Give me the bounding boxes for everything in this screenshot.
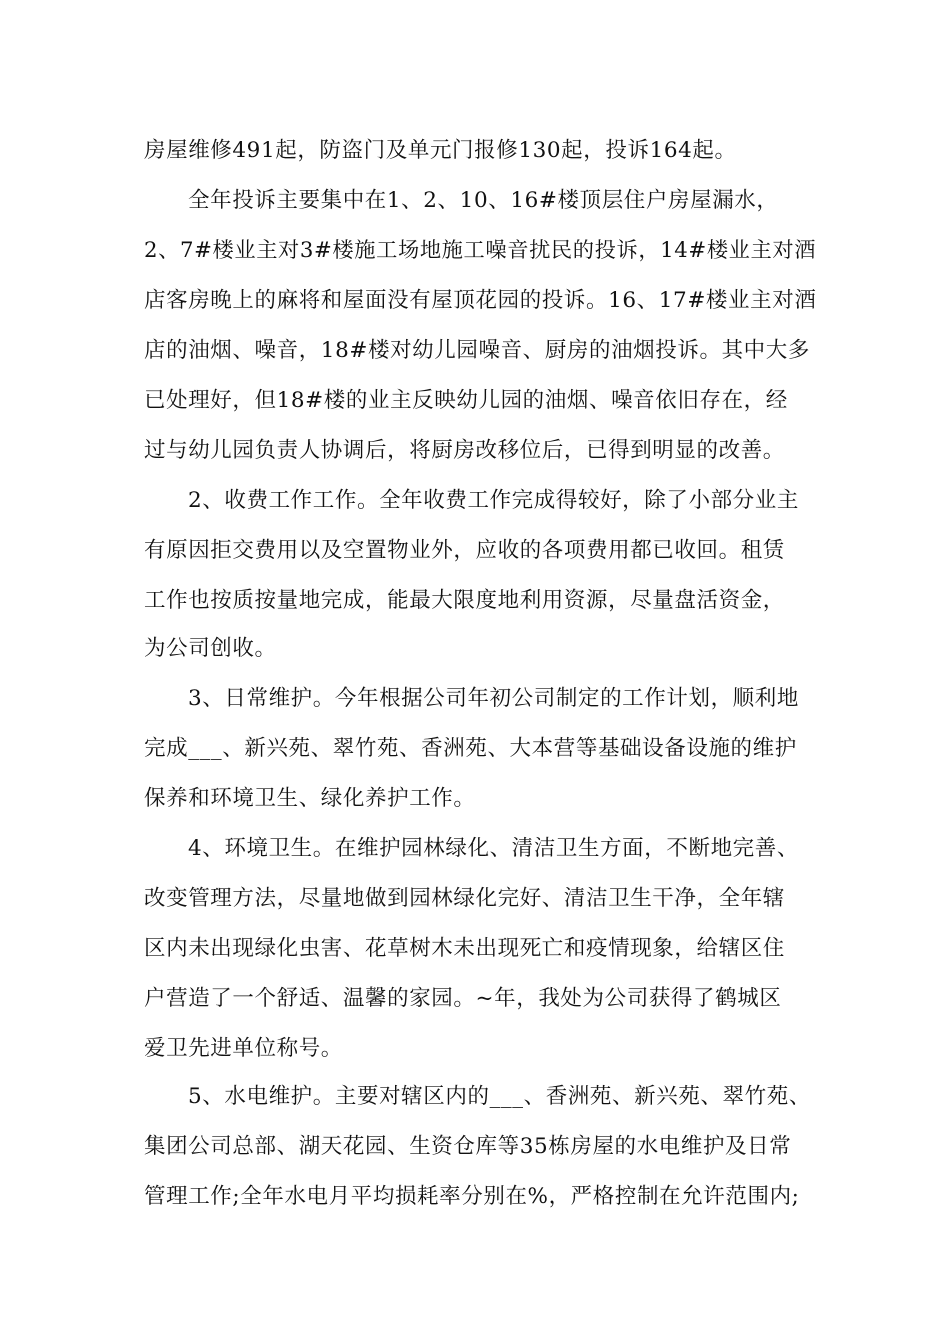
text-line: 保养和环境卫生、绿化养护工作。: [144, 786, 476, 811]
text-line: 管理工作;全年水电月平均损耗率分别在%，严格控制在允许范围内;: [144, 1184, 800, 1209]
paragraph-start-line: 2、收费工作工作。全年收费工作完成得较好，除了小部分业主: [188, 488, 799, 513]
paragraph-start-line: 全年投诉主要集中在1、2、10、16#楼顶层住户房屋漏水，: [188, 188, 779, 213]
text-line: 工作也按质按量地完成，能最大限度地利用资源，尽量盘活资金，: [144, 588, 785, 613]
text-line: 集团公司总部、湖天花园、生资仓库等35栋房屋的水电维护及日常: [144, 1134, 792, 1159]
text-line: 店客房晚上的麻将和屋面没有屋顶花园的投诉。16、17#楼业主对酒: [144, 288, 817, 313]
text-line: 房屋维修491起，防盗门及单元门报修130起，投诉164起。: [144, 138, 737, 163]
text-line: 2、7#楼业主对3#楼施工场地施工噪音扰民的投诉，14#楼业主对酒: [144, 238, 817, 263]
text-line: 店的油烟、噪音，18#楼对幼儿园噪音、厨房的油烟投诉。其中大多: [144, 338, 810, 363]
text-line: 为公司创收。: [144, 636, 277, 661]
text-line: 改变管理方法，尽量地做到园林绿化完好、清洁卫生干净，全年辖: [144, 886, 785, 911]
text-line: 户营造了一个舒适、温馨的家园。~年，我处为公司获得了鹤城区: [144, 986, 782, 1011]
text-line: 区内未出现绿化虫害、花草树木未出现死亡和疫情现象，给辖区住: [144, 936, 785, 961]
text-line: 爱卫先进单位称号。: [144, 1036, 343, 1061]
paragraph-start-line: 4、环境卫生。在维护园林绿化、清洁卫生方面，不断地完善、: [188, 836, 799, 861]
text-line: 过与幼儿园负责人协调后，将厨房改移位后，已得到明显的改善。: [144, 438, 785, 463]
text-line: 完成___、新兴苑、翠竹苑、香洲苑、大本营等基础设备设施的维护: [144, 736, 797, 761]
paragraph-start-line: 3、日常维护。今年根据公司年初公司制定的工作计划，顺利地: [188, 686, 799, 711]
paragraph-start-line: 5、水电维护。主要对辖区内的___、香洲苑、新兴苑、翠竹苑、: [188, 1084, 811, 1109]
text-line: 有原因拒交费用以及空置物业外，应收的各项费用都已收回。租赁: [144, 538, 785, 563]
text-line: 已处理好，但18#楼的业主反映幼儿园的油烟、噪音依旧存在，经: [144, 388, 788, 413]
